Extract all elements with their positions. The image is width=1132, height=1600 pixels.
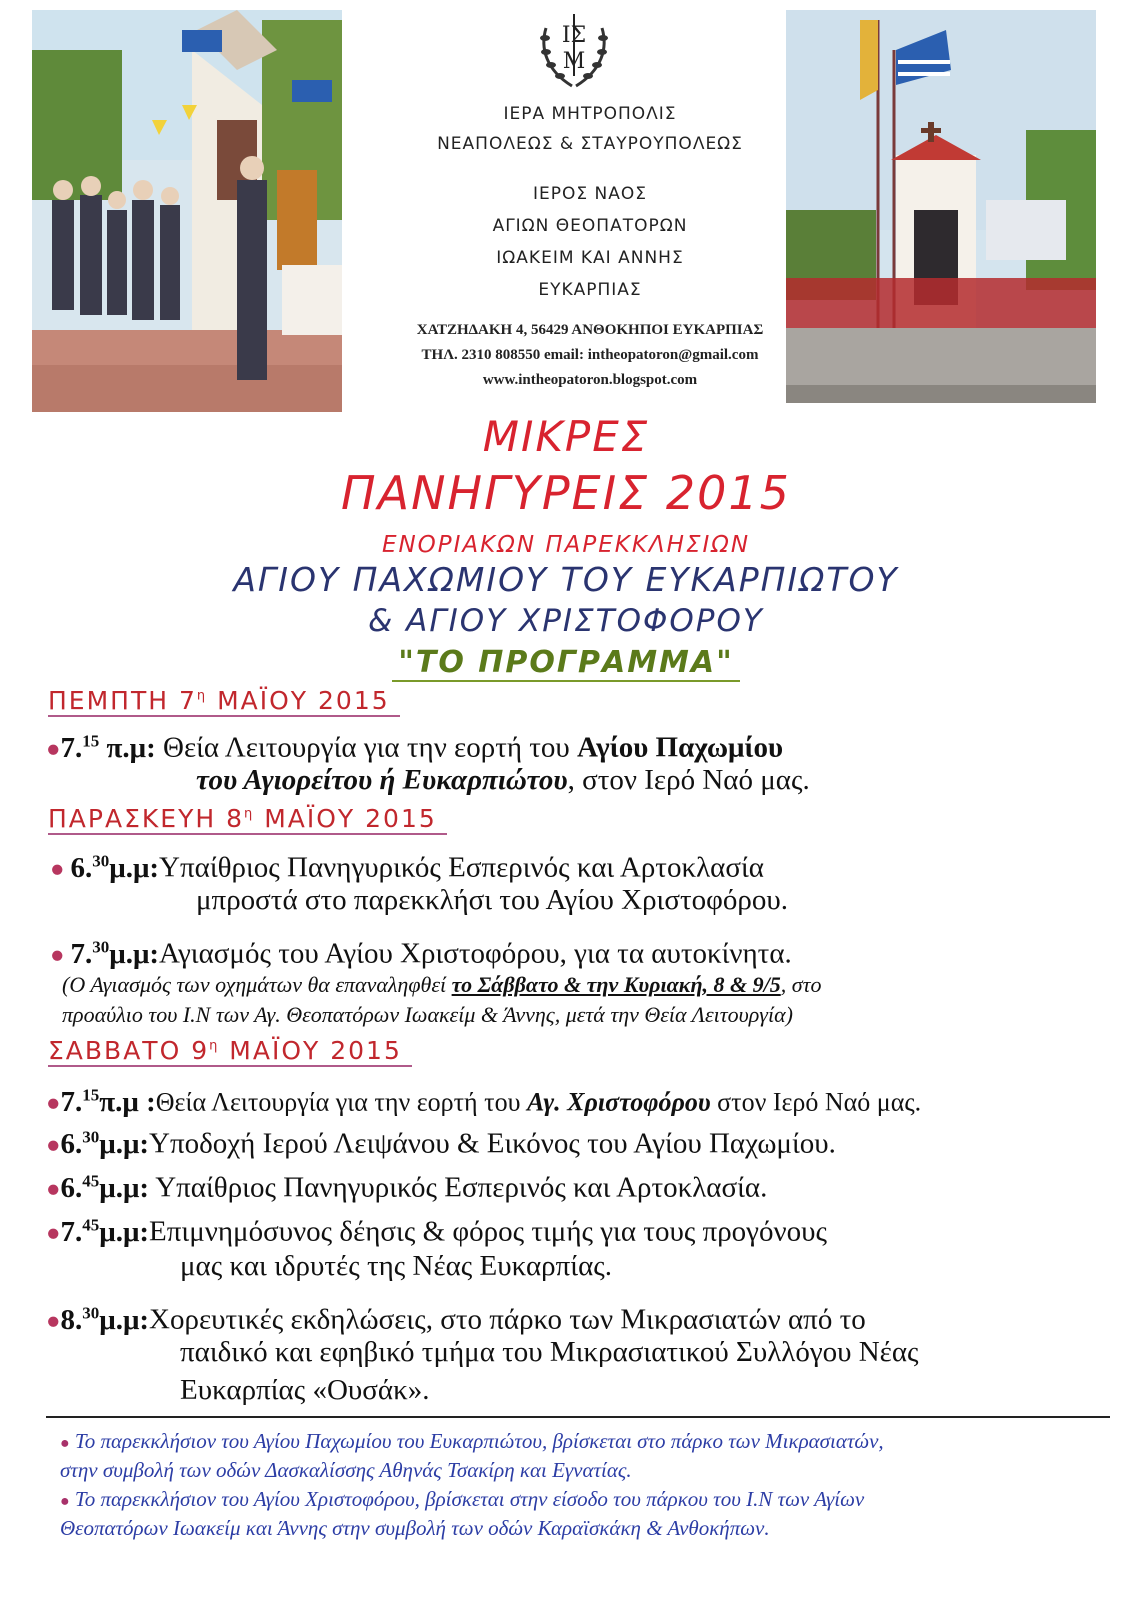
bullet-icon: ● — [46, 1220, 61, 1247]
program-item: ●7.45μ.μ:Επιμνημόσυνος δέησις & φόρος τιμής για τους προγόνους — [46, 1215, 827, 1248]
program-item-continuation: Ευκαρπίας «Ουσάκ». — [180, 1374, 430, 1406]
program-item-continuation: παιδικό και εφηβικό τμήμα του Μικρασιατικού Συλλόγου Νέας — [180, 1336, 919, 1368]
bullet-icon: ● — [46, 1308, 61, 1335]
bullet-icon: ● — [46, 1176, 61, 1203]
bullet-icon: ● — [50, 942, 71, 969]
metropolis-line1: ΙΕΡΑ ΜΗΤΡΟΠΟΛΙΣ — [503, 104, 677, 124]
program-item: ● 6.30μ.μ:Υπαίθριος Πανηγυρικός Εσπερινός και Αρτοκλασία — [50, 851, 764, 884]
bullet-icon: ● — [60, 1493, 70, 1510]
program-item: ●6.30μ.μ:Υποδοχή Ιερού Λειψάνου & Εικόνος του Αγίου Παχωμίου. — [46, 1127, 836, 1160]
title-line5: & ΑΓΙΟΥ ΧΡΙΣΤΟΦΟΡΟΥ — [368, 603, 764, 639]
bullet-icon: ● — [50, 856, 71, 883]
title-line3: ΕΝΟΡΙΑΚΩΝ ΠΑΡΕΚΚΛΗΣΙΩΝ — [381, 532, 751, 558]
svg-text:Μ: Μ — [562, 49, 586, 74]
procession-photo — [32, 10, 342, 412]
church-line2: ΑΓΙΩΝ ΘΕΟΠΑΤΟΡΩΝ — [492, 216, 688, 236]
day-heading-saturday: ΣΑΒΒΑΤΟ $9^\eta$ ΜΑΪΟΥ 2015 — [48, 1036, 412, 1067]
day-heading-friday: ΠΑΡΑΣΚΕΥΗ $8^\eta$ ΜΑΪΟΥ 2015 — [48, 804, 447, 835]
title-line2: ΠΑΝΗΓΥΡΕΙΣ 2015 — [341, 466, 791, 520]
footnote-christoforos: ● Το παρεκκλήσιον του Αγίου Χριστοφόρου, βρίσκεται στην είσοδο του πάρκου του Ι.Ν των Αγίων Θεοπατόρων Ιωακείμ και Άννης στην συμβολή των οδών Καραϊσκάκη & Ανθοκήπων. — [60, 1487, 865, 1540]
footer-divider — [46, 1416, 1110, 1418]
program-item: ●8.30μ.μ:Χορευτικές εκδηλώσεις, στο πάρκο των Μικρασιατών από το — [46, 1303, 866, 1336]
title-line4: ΑΓΙΟΥ ΠΑΧΩΜΙΟΥ ΤΟΥ ΕΥΚΑΡΠΙΩΤΟΥ — [233, 560, 899, 599]
chapel-photo — [786, 10, 1096, 403]
bullet-icon: ● — [46, 736, 61, 763]
chi-rho-wreath-icon — [536, 8, 612, 92]
program-item-continuation: του Αγιορείτου ή Ευκαρπιώτου, στον Ιερό Ναό μας. — [196, 764, 810, 796]
program-item: ●7.15π.μ :Θεία Λειτουργία για την εορτή του Αγ. Χριστοφόρου στον Ιερό Ναό μας. — [46, 1085, 922, 1118]
church-address: ΧΑΤΖΗΔΑΚΗ 4, 56429 ΑΝΘΟΚΗΠΟΙ ΕΥΚΑΡΠΙΑΣ — [416, 322, 764, 338]
church-line4: ΕΥΚΑΡΠΙΑΣ — [538, 280, 642, 300]
church-line3: ΙΩΑΚΕΙΜ ΚΑΙ ΑΝΝΗΣ — [496, 248, 684, 268]
program-item: ●7.15 π.μ: Θεία Λειτουργία για την εορτή του Αγίου Παχωμίου — [46, 731, 784, 764]
church-phone-email: ΤΗΛ. 2310 808550 email: intheopatoron@gmail.com — [421, 347, 759, 363]
program-item: ●6.45μ.μ: Υπαίθριος Πανηγυρικός Εσπερινός και Αρτοκλασία. — [46, 1171, 768, 1204]
program-item-continuation: μας και ιδρυτές της Νέας Ευκαρπίας. — [180, 1250, 613, 1282]
svg-text:ΙΣ: ΙΣ — [561, 23, 587, 48]
church-line1: ΙΕΡΟΣ ΝΑΟΣ — [532, 184, 647, 204]
title-line6: "ΤΟ ΠΡΟΓΡΑΜΜΑ" — [392, 645, 740, 682]
bullet-icon: ● — [60, 1435, 70, 1452]
program-item-continuation: μπροστά στο παρεκκλήσι του Αγίου Χριστοφόρου. — [196, 884, 788, 916]
blessing-note-line2: προαύλιο του Ι.Ν των Αγ. Θεοπατόρων Ιωακείμ & Άννης, μετά την Θεία Λειτουργία) — [62, 1002, 793, 1027]
title-line1: ΜΙΚΡΕΣ — [482, 412, 650, 461]
bullet-icon: ● — [46, 1090, 61, 1117]
program-item: ● 7.30μ.μ:Αγιασμός του Αγίου Χριστοφόρου, για τα αυτοκίνητα. — [50, 937, 792, 970]
footnote-pachomios: ● Το παρεκκλήσιον του Αγίου Παχωμίου του Ευκαρπιώτου, βρίσκεται στο πάρκο των Μικρασιατών, στην συμβολή των οδών Δασκαλίσσης Αθηνάς Τσακίρη και Εγνατίας. — [60, 1429, 884, 1482]
metropolis-line2: ΝΕΑΠΟΛΕΩΣ & ΣΤΑΥΡΟΥΠΟΛΕΩΣ — [437, 134, 743, 154]
bullet-icon: ● — [46, 1132, 61, 1159]
blessing-note-line1: (Ο Αγιασμός των οχημάτων θα επαναληφθεί το Σάββατο & την Κυριακή, 8 & 9/5, στο — [62, 972, 822, 997]
day-heading-thursday: ΠΕΜΠΤΗ $7^\eta$ ΜΑΪΟΥ 2015 — [48, 686, 400, 717]
title-program — [0, 645, 1132, 680]
church-website[interactable]: www.intheopatoron.blogspot.com — [482, 372, 698, 388]
